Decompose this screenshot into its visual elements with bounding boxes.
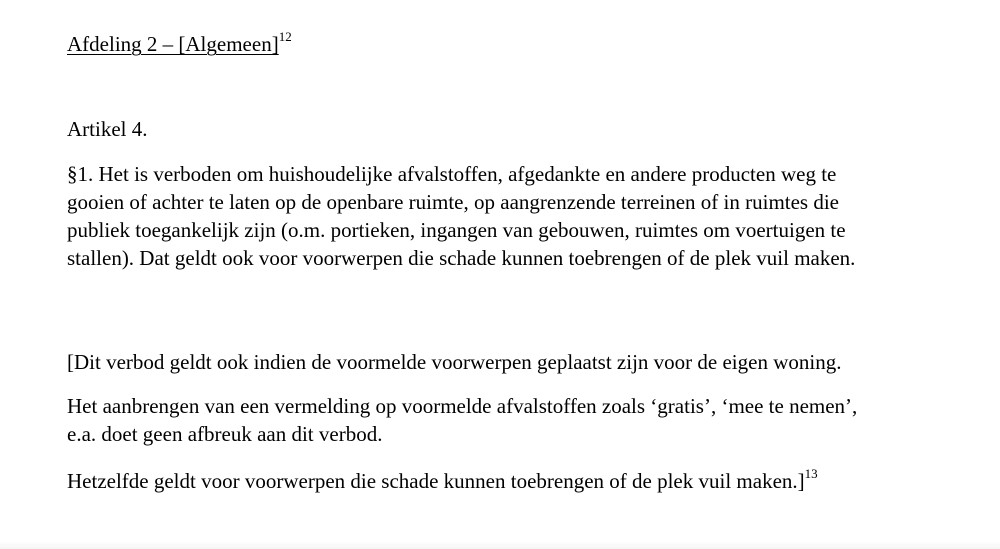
paragraph-1-line-2: gooien of achter te laten op de openbare ruimte, op aangrenzende terreinen of in ruimtes die [67,190,840,214]
paragraph-3 [67,392,857,448]
footnote-ref-12[interactable]: 12 [278,29,292,44]
document-page [67,29,992,493]
paragraph-1-line-1: §1. Het is verboden om huishoudelijke afvalstoffen, afgedankte en andere producten weg te [67,162,837,186]
article-heading: Artikel 4. [67,117,148,141]
footnote-ref-13[interactable]: 13 [804,466,818,481]
paragraph-4 [67,467,818,495]
paragraph-4-text: Hetzelfde geldt voor voorwerpen die schade kunnen toebrengen of de plek vuil maken.] [67,469,805,493]
paragraph-2-text: [Dit verbod geldt ook indien de voormelde voorwerpen geplaatst zijn voor de eigen woning. [67,350,842,374]
section-title-text: Afdeling 2 – [Algemeen] [67,32,279,56]
section-title [67,30,992,72]
page-bottom-edge [0,541,1000,549]
paragraph-1-line-4: stallen). Dat geldt ook voor voorwerpen die schade kunnen toebrengen of de plek vuil maken. [67,246,856,270]
paragraph-1 [67,160,855,272]
paragraph-3-line-1: Het aanbrengen van een vermelding op voormelde afvalstoffen zoals ‘gratis’, ‘mee te nemen’, [67,394,858,418]
paragraph-3-line-2: e.a. doet geen afbreuk aan dit verbod. [67,422,383,446]
paragraph-1-line-3: publiek toegankelijk zijn (o.m. portieken, ingangen van gebouwen, ruimtes om voertuigen te [67,218,846,242]
paragraph-2 [67,348,841,376]
